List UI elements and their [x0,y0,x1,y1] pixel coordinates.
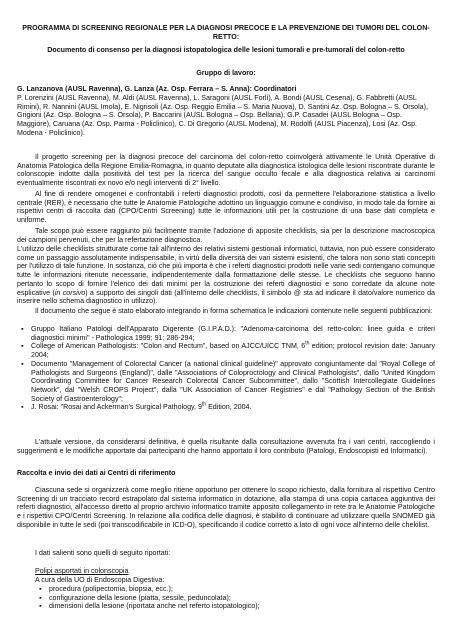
polyps-subheading: A cura della UO di Endoscopia Digestiva: [35,576,165,584]
polyps-heading: Polipi asportati in colonscopia [35,567,129,575]
document-subtitle: Documento di consenso per la diagnosi istopatologica delle lesioni tumorali e pre-tumorali del colon-retto [47,46,405,54]
document-title: PROGRAMMA DI SCREENING REGIONALE PER LA DIAGNOSI PRECOCE E LA PREVENZIONE DEI TUMORI DEL COLON-RETTO: [22,24,430,41]
work-group-heading: Gruppo di lavoro: [196,69,256,77]
paragraph-sources: Il documento che segue è stato elaborato integrando in forma schematica le indicazioni contenute nelle seguenti pubblicazioni: [35,307,433,315]
members-list: P. Lorenzini (AUSL Ravenna), M. Aldi (AUSL Ravenna), L. Saragoni (AUSL Forlì), A. Bondi (AUSL Cesena), G. Fabbretti (AUSL Rimini), R. Nannini (AUSL Imola), E. Nigrisoli (Az. Osp. Reggio Emilia – S. Maria Nuova), D. Santini Az. Osp. Bologna – S. Orsola), Grigioni (Az. Osp. Bologna – S. Orsola), P. Baccarini (AUSL Bologna – Osp. Bellaria), G.P. Casadei (AUSL Bologna – Osp. Maggiore), Caruana (Az. Osp. Parma - Policlinico), C. Di Gregorio (AUSL Modena), M. Rodolfi (AUSL Piacenza), Losi (Az. Osp. Modena - Policlinico). [17,94,428,137]
polyp-item: ▪ dimensioni della lesione (riportata anche nel referto istopatologico); [35,602,435,611]
coordinators-line: G. Lanzanova (AUSL Ravenna), G. Lanza (Az. Osp. Ferrara – S. Anna): Coordinatori [17,85,297,93]
paragraph-checklist-usage: L'utilizzo delle checklists strutturate come tali all'interno dei relativi sistemi gestionali informatici, tuttavia, non può essere considerato come un passaggio assolutamente indispensabile, in virtù della diversità dei vari sistemi esistenti, che talora non sono stati concepiti per l'utilizzo di tale funzione. In sostanza, ciò che più importa è che i referti diagnostici prodotti nelle varie sedi contengano comunque tutte le informazioni ritenute necessarie, indipendentemente dalla formattazione delle stesse. Le checklists che seguono hanno pertanto lo scopo di fornire l'elenco dei dati minimi per la costruzione dei referti diagnostici e sono corredate da alcune note esplicative (in corsivo) a supporto dei singoli dati (all'interno delle checklists, il simbolo @ sta ad indicare il dato/valore numerico da inserire nello schema diagnostico in utilizzo). [17,245,435,306]
reference-item: ▪ Gruppo Italiano Patologi dell'Apparato Digerente (G.I.P.A.D.): "Adenoma-carcinoma del retto-colon: linee guida e criteri diagnostici minimi" - Pathologica 1999; 91: 286-294; [17,325,435,342]
reference-item: ▪ Documento "Management of Colorectal Cancer (a national clinical guideline)" approvato congiuntamente dal "Royal College of Pathologists and Surgeons (England)", dalle "Associations of Coloproctology and Clinical Pathologists", dallo "United Kingdom Coordinating Committee for Cancer Research Colorectal Cancer Subcommittee", dallo "Scottish Intercollegiate Guidelines Network", dal "Welsh CROPS Project", dalla "UK Association of Cancer Registries" e dal "Pathology Section of the British Society of Gastroenterology"; [17,360,435,404]
paragraph-final-version: L'attuale versione, da considerarsi definitiva, è quella risultante dalla consultazione avvenuta fra i vari centri, raccogliendo i suggerimenti e le modifiche apportate dai partecipanti che hanno apportato il loro contributo (Patologi, Endoscopisti ed Informatici). [17,438,435,455]
reference-item: ▪ J. Rosai: "Rosai and Ackerman's Surgical Pathology, 9th Edition, 2004. [17,403,435,412]
paragraph-intro: Il progetto screening per la diagnosi precoce del carcinoma del colon-retto coinvolgerà attivamente le Unità Operative di Anatomia Patologica della Regione Emilia-Romagna, in quanto deputate alla diagnostica istologica delle lesioni riscontrate durante le colonscopie indotte dalla positività del test per la ricerca del sangue occulto fecale e alla diagnostica relativa ai carcinomi eventualmente riscontrati ex novo e/o negli interventi di 2° livello. [17,153,435,188]
paragraph-organization: Ciascuna sede si organizzerà come meglio ritiene opportuno per ottenere lo scopo richiesto, dalla fornitura al rispettivo Centro Screening di un tracciato record estrapolato dal sistema informatico in dotazione, alla stampa di una copia cartacea aggiuntiva dei referti diagnostici, all'accesso diretto al proprio archivio informatico tramite apposito collegamento in rete tra le Anatomie Patologiche e i rispettivi CPO/Centri Screening. In relazione alla codifica delle diagnosi, è stabilito di continuare ad utilizzare quella SNOMED già disponibile in tutte le sedi (poi transcodificabile in ICD-O), specificando il codice corretto a lato di ogni voce all'interno delle chekilist. [17,486,435,529]
section-heading-data-collection: Raccolta e invio dei dati ai Centri di riferimento [17,469,176,477]
polyp-item: ▪ configurazione della lesione (piatta, sessile, peduncolata); [35,594,435,603]
polyp-items-list [35,585,435,611]
italic-note: in corsivo [54,288,86,297]
paragraph-salient-data: I dati salienti sono quelli di seguito riportati: [35,549,171,557]
paragraph-common-language: Al fine di rendere omogenei e confrontabili i referti diagnostici prodotti, così da permettere l'elaborazione statistica a livello centrale (RER), è necessario che tutte le Anatomie Patologiche adottino un linguaggio comune e condiviso, in modo tale da fornire ai rispettivi centri di raccolta dati (CPO/Centri Screening) tutte le informazioni utili per la costruzione di una base dati completa e uniforme. [17,190,435,225]
references-list [17,325,435,412]
paragraph-checklists: Tale scopo può essere raggiunto più facilmente tramite l'adozione di apposite checklists, sia per la descrizione macroscopica dei campioni pervenuti, che per la refertazione diagnostica. [17,227,435,244]
polyp-item: ▪ procedura (polipectomia, biopsia, ecc.); [35,585,435,594]
reference-item: ▪ College of American Pathologists: "Colon and Rectum", based on AJCC/UICC TNM, 6th edition; protocol revision date: January 2004; [17,342,435,359]
